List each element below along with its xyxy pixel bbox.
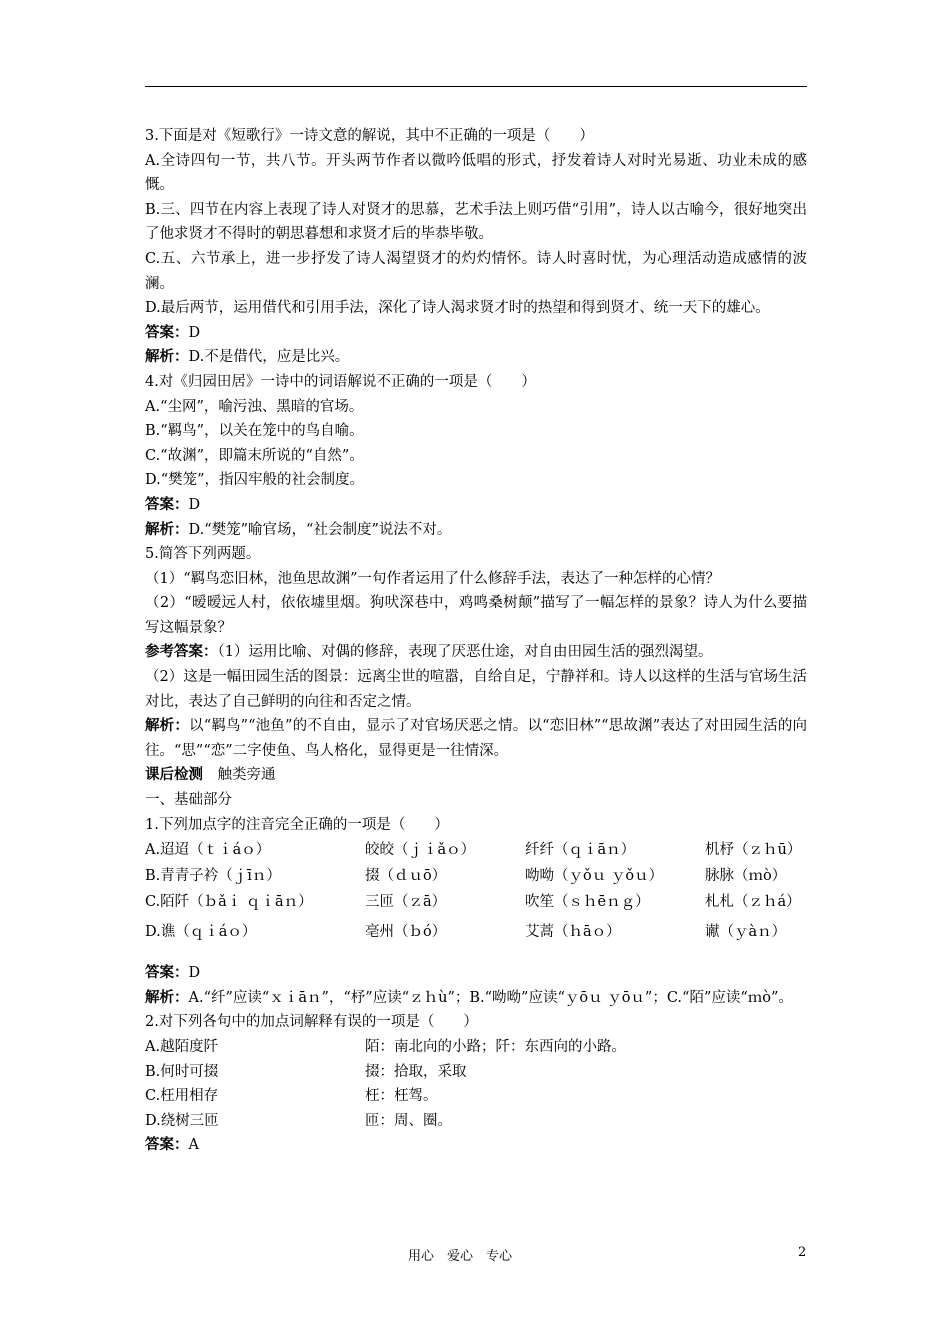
answer-label: 答案： xyxy=(145,495,189,513)
option-row-a xyxy=(145,837,807,863)
section-title: 课后检测 xyxy=(145,766,203,784)
question-3-option-d: D.最后两节，运用借代和引用手法，深化了诗人渴求贤才时的热望和得到贤才、统一天下的雄心。 xyxy=(145,300,770,317)
question-3-option-b: B.三、四节在内容上表现了诗人对贤才的思慕，艺术手法上则巧借“引用”，诗人以古喻今，很好地突出了他求贤才不得时的朝思暮想和求贤才后的毕恭毕敬。 xyxy=(145,201,807,243)
section-heading xyxy=(145,763,807,788)
answer-value: A xyxy=(188,1137,199,1154)
basic-question-1-analysis xyxy=(145,986,807,1011)
basic-question-1-answer xyxy=(145,961,807,986)
option-cell: 呦呦（ｙǒｕ ｙǒｕ） xyxy=(525,867,664,884)
analysis-text: D.“樊笼”喻官场，“社会制度”说法不对。 xyxy=(188,521,452,538)
analysis-text: 以“羁鸟”“池鱼”的不自由，显示了对官场厌恶之情。以“恋旧林”“思故渊”表达了对田园生活的向往。“思”“恋”二字使鱼、鸟人格化，显得更是一往情深。 xyxy=(145,718,807,759)
option-cell: 机杼（ｚｈū） xyxy=(705,841,802,858)
option-cell: D.谯（ｑｉáｏ） xyxy=(145,923,257,940)
option-row-d xyxy=(145,915,807,949)
question-3-answer xyxy=(145,321,807,346)
footer-text: 用心 爱心 专心 xyxy=(408,1249,513,1264)
question-4-option-d: D.“樊笼”，指囚牢般的社会制度。 xyxy=(145,472,365,489)
analysis-label: 解析： xyxy=(145,520,189,538)
phrase: D.绕树三匝 xyxy=(145,1112,219,1129)
basic-question-2-answer xyxy=(145,1133,807,1158)
question-4-option-b: B.“羁鸟”，以关在笼中的鸟自喻。 xyxy=(145,423,364,440)
option-cell: B.青青子衿（ｊīｎ） xyxy=(145,867,281,884)
explanation: 掇：拾取，采取 xyxy=(365,1063,467,1080)
phrase: B.何时可掇 xyxy=(145,1063,219,1080)
section-part-heading: 一、基础部分 xyxy=(145,792,232,809)
definition-row-d xyxy=(145,1109,807,1134)
question-3-option-a: A.全诗四句一节，共八节。开头两节作者以微吟低唱的形式，抒发着诗人对时光易逝、功业未成的感慨。 xyxy=(145,152,807,194)
spacer xyxy=(145,949,807,961)
question-5-reference-answer-1 xyxy=(145,640,807,665)
basic-question-1-stem: 1.下列加点字的注音完全正确的一项是（ ） xyxy=(145,816,449,833)
option-cell: 亳州（ｂó） xyxy=(365,923,447,940)
basic-question-2-stem: 2.对下列各句中的加点词解释有误的一项是（ ） xyxy=(145,1014,478,1031)
answer-value: D xyxy=(188,965,201,982)
analysis-label: 解析： xyxy=(145,988,189,1006)
phrase: A.越陌度阡 xyxy=(145,1039,219,1055)
option-cell: 谳（ｙàｎ） xyxy=(705,923,787,940)
definition-row-a xyxy=(145,1035,807,1060)
header-rule xyxy=(145,86,807,87)
option-cell: 吹笙（ｓｈēｎｇ） xyxy=(525,893,650,910)
definition-row-b xyxy=(145,1060,807,1085)
question-4-answer xyxy=(145,493,807,518)
page-content xyxy=(145,124,807,1158)
option-cell: A.迢迢（ｔｉáｏ） xyxy=(145,841,271,858)
question-3-stem: 3.下面是对《短歌行》一诗文意的解说，其中不正确的一项是（ ） xyxy=(145,128,594,144)
option-cell: 札札（ｚｈá） xyxy=(705,893,801,910)
analysis-label: 解析： xyxy=(145,717,190,735)
phrase: C.枉用相存 xyxy=(145,1088,219,1105)
answer-label: 答案： xyxy=(145,964,189,982)
option-cell: 皎皎（ｊｉǎｏ） xyxy=(365,841,476,858)
analysis-text: D.不是借代，应是比兴。 xyxy=(188,349,350,366)
question-5-stem: 5.简答下列两题。 xyxy=(145,546,261,563)
analysis-label: 解析： xyxy=(145,348,189,366)
question-5-part-1: （1）“羁鸟恋旧林，池鱼思故渊”一句作者运用了什么修辞手法，表达了一种怎样的心情？ xyxy=(145,570,721,587)
answer-value: D xyxy=(188,496,201,513)
option-cell: 三匝（ｚā） xyxy=(365,893,447,910)
question-4-stem: 4.对《归园田居》一诗中的词语解说不正确的一项是（ ） xyxy=(145,373,536,390)
option-cell: C.陌阡（ｂǎｉ ｑｉāｎ） xyxy=(145,893,313,910)
reference-answer-text: （1）运用比喻、对偶的修辞，表现了厌恶仕途，对自由田园生活的强烈渴望。 xyxy=(217,644,713,661)
question-4-option-a: A.“尘网”，喻污浊、黑暗的官场。 xyxy=(145,398,364,415)
explanation: 陌：南北向的小路；阡：东西向的小路。 xyxy=(365,1039,626,1055)
page-number: 2 xyxy=(798,1245,807,1260)
explanation: 枉：枉驾。 xyxy=(365,1088,438,1105)
analysis-text: A.“纤”应读“ｘｉāｎ”，“杼”应读“ｚｈù”；B.“呦呦”应读“ｙōｕ ｙōｕ”；C.“陌”应读“ｍò”。 xyxy=(188,989,793,1006)
question-3-option-c: C.五、六节承上，进一步抒发了诗人渴望贤才的灼灼情怀。诗人时喜时忧，为心理活动造成感情的波澜。 xyxy=(145,250,807,292)
option-row-b xyxy=(145,863,807,889)
section-subtitle: 触类旁通 xyxy=(217,767,276,784)
answer-value: D xyxy=(188,324,201,341)
explanation: 匝：周、圈。 xyxy=(365,1112,452,1129)
reference-answer-label: 参考答案： xyxy=(145,643,218,661)
question-3-analysis xyxy=(145,345,807,370)
question-5-part-2: （2）“暧暧远人村，依依墟里烟。狗吠深巷中，鸡鸣桑树颠”描写了一幅怎样的景象？诗人为什么要描写这幅景象？ xyxy=(145,595,807,636)
question-5-analysis xyxy=(145,714,807,763)
option-row-c xyxy=(145,889,807,915)
option-cell: 脉脉（ｍò） xyxy=(705,867,787,884)
question-5-reference-answer-2: （2）这是一幅田园生活的图景：远离尘世的喧嚣，自给自足，宁静祥和。诗人以这样的生活与官场生活对比，表达了自己鲜明的向往和否定之情。 xyxy=(145,669,807,710)
option-cell: 艾蒿（ｈāｏ） xyxy=(525,923,621,940)
question-4-analysis xyxy=(145,518,807,543)
answer-label: 答案： xyxy=(145,1136,189,1154)
option-cell: 掇（ｄｕō） xyxy=(365,867,447,884)
option-cell: 纤纤（ｑｉāｎ） xyxy=(525,841,636,858)
definition-row-c xyxy=(145,1084,807,1109)
question-4-option-c: C.“故渊”，即篇末所说的“自然”。 xyxy=(145,447,364,464)
answer-label: 答案： xyxy=(145,323,189,341)
